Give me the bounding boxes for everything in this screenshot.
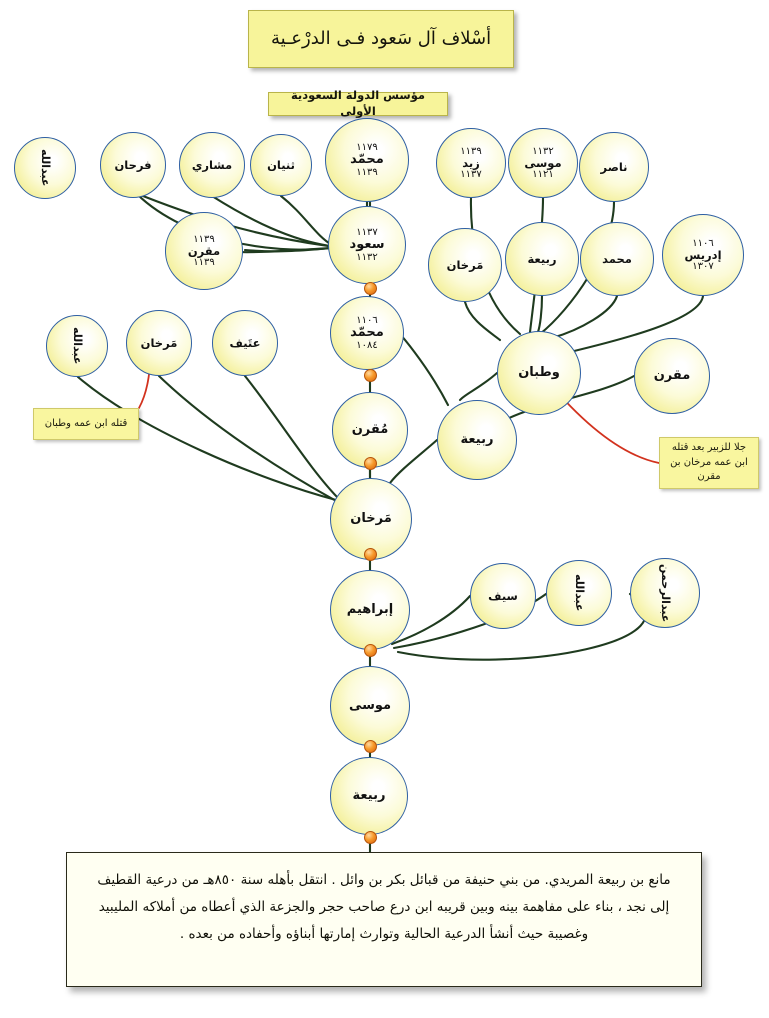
person-name: عبدالرحمن [658, 563, 672, 623]
person-name: محمّد [350, 325, 384, 341]
person-node-abdullah-top[interactable] [14, 137, 76, 199]
person-name: عتَيف [229, 335, 261, 350]
person-node-muhammad-up[interactable] [580, 222, 654, 296]
person-node-abdulrahman[interactable] [630, 558, 700, 628]
person-year-end: ١١٢١ [532, 169, 554, 181]
person-node-abdullah-r2[interactable] [546, 560, 612, 626]
person-name: محمّد [350, 152, 384, 168]
person-year-end: ١١٣٢ [356, 251, 378, 263]
person-year-end: ١٠٨٤ [356, 339, 378, 351]
person-year-end: ١١٣٧ [460, 169, 482, 181]
person-node-musa-1132[interactable] [508, 128, 578, 198]
person-node-rabia-mid[interactable] [437, 400, 517, 480]
person-node-atif[interactable] [212, 310, 278, 376]
person-year-start: ١١٣٧ [356, 227, 378, 239]
person-node-muhammad-1106[interactable] [330, 296, 404, 370]
annotation-note-right: جلا للزبير بعد قتله ابن عمه مرخان بن مقرن [659, 437, 759, 489]
person-year-start: ١١٣٢ [532, 145, 554, 157]
person-node-thunayyan[interactable] [250, 134, 312, 196]
person-name: عبدالله [70, 327, 84, 365]
person-node-rabia-up[interactable] [505, 222, 579, 296]
spine-bead [364, 457, 377, 470]
person-name: سعود [349, 237, 385, 253]
person-name: إدريس [684, 247, 722, 262]
person-year-start: ١١٠٦ [692, 237, 714, 249]
person-name: وطبان [518, 365, 560, 381]
person-node-muqrin-right[interactable] [634, 338, 710, 414]
person-node-mishari[interactable] [179, 132, 245, 198]
person-name: مَرخان [446, 257, 484, 272]
person-node-muhammad-1179[interactable] [325, 118, 409, 202]
person-name: عبدالله [38, 149, 52, 187]
person-name: ربيعة [527, 251, 557, 266]
person-node-idris-1106[interactable] [662, 214, 744, 296]
description-box: مانع بن ربيعة المريدي. من بني حنيفة من قبائل بكر بن وائل . انتقل بأهله سنة ٨٥٠هـ من درعية القطيف إلى نجد ، بناء على مفاهمة بينه وبين قريبه ابن درع صاحب حجر والجزعة الذي أعطاه من أملاكه المليبيد وغصيبة حيث أنشأ الدرعية الحالية وتوارث إمارتها أبناؤه وأحفاده من بعده . [66, 852, 702, 987]
person-name: زيد [462, 155, 480, 170]
person-node-wutban[interactable] [497, 331, 581, 415]
person-name: ناصر [600, 159, 628, 174]
spine-bead [364, 740, 377, 753]
person-name: إبراهيم [346, 602, 394, 618]
spine-bead [364, 548, 377, 561]
person-name: ربيعة [352, 788, 386, 804]
person-node-markhan-up[interactable] [428, 228, 502, 302]
founder-label: مؤسس الدولة السعودية الأولى [268, 92, 448, 116]
person-node-farhan[interactable] [100, 132, 166, 198]
person-year-start: ١١٣٩ [460, 145, 482, 157]
person-name: مَرخان [140, 335, 178, 350]
person-name: عبدالله [572, 574, 586, 612]
spine-bead [364, 831, 377, 844]
person-year-end: ١٣٠٧ [692, 261, 714, 273]
person-name: مَرخان [350, 511, 392, 527]
person-name: موسى [524, 155, 562, 170]
person-year-start: ١١٠٦ [356, 315, 378, 327]
spine-bead [364, 369, 377, 382]
person-name: موسى [348, 698, 392, 714]
person-name: فرحان [114, 157, 152, 172]
person-node-nasir[interactable] [579, 132, 649, 202]
annotation-note-left: قتله ابن عمه وطبان [33, 408, 139, 440]
person-name: محمد [602, 251, 632, 266]
person-year-start: ١١٣٩ [193, 233, 215, 245]
person-node-saif[interactable] [470, 563, 536, 629]
person-node-abdullah-left[interactable] [46, 315, 108, 377]
person-node-saud-1137[interactable] [328, 206, 406, 284]
page-title: أسْلاف آل سَعود فـى الدرْعـية [248, 10, 514, 68]
person-name: مقرن [653, 368, 691, 384]
person-node-rabia-spine[interactable] [330, 757, 408, 835]
person-node-musa-spine[interactable] [330, 666, 410, 746]
person-name: مشاري [191, 157, 233, 172]
person-node-ibrahim[interactable] [330, 570, 410, 650]
spine-bead [364, 644, 377, 657]
person-year-end: ١١٣٩ [193, 257, 215, 269]
person-node-muqrin-1139[interactable] [165, 212, 243, 290]
person-year-end: ١١٣٩ [356, 166, 378, 178]
person-name: سيف [488, 588, 518, 603]
spine-bead [364, 282, 377, 295]
person-year-start: ١١٧٩ [356, 142, 378, 154]
person-node-markhan-left[interactable] [126, 310, 192, 376]
person-name: ثنيان [267, 157, 295, 172]
person-name: ربيعة [460, 432, 494, 448]
person-name: مُقرن [351, 422, 389, 438]
person-name: مقرن [187, 243, 221, 258]
person-node-zaid-1139[interactable] [436, 128, 506, 198]
